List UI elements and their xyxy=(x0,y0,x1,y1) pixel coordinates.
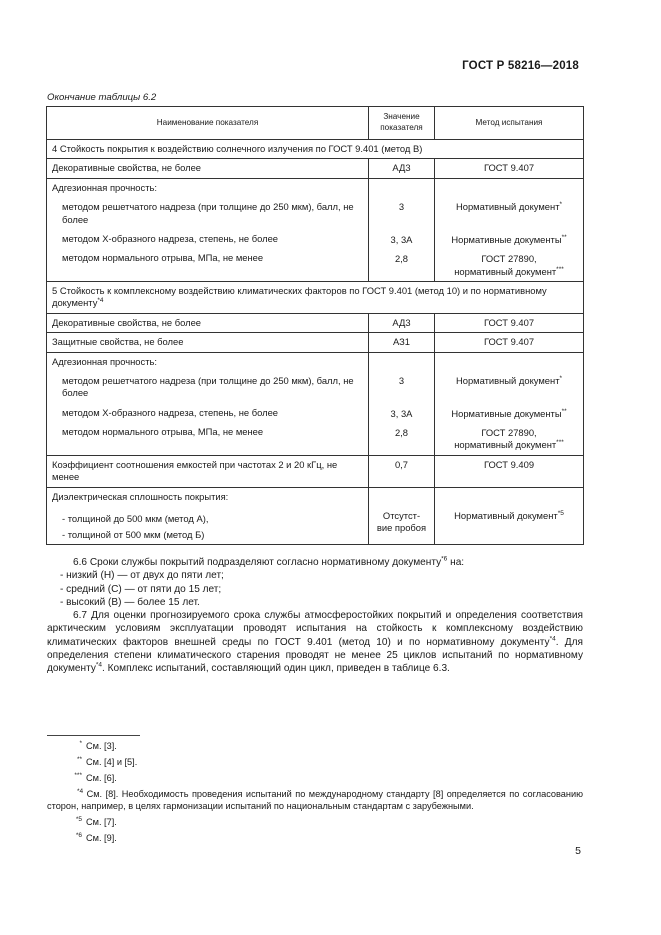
column-header: Метод испытания xyxy=(435,107,584,140)
adhesion-value-2: 3, 3А xyxy=(390,407,413,419)
table-row xyxy=(47,282,584,314)
body-text xyxy=(47,556,583,676)
footnote-mark: *5 xyxy=(557,509,564,517)
footnote-mark: *** xyxy=(556,439,564,447)
adhesion-method-1: методом решетчатого надреза (при толщине до 250 мкм), балл, не более xyxy=(62,201,354,225)
footnote-text: См. [7]. xyxy=(86,817,117,827)
text-run: . Комплекс испытаний, составляющий один цикл, приведен в таблице 6.3. xyxy=(102,663,450,675)
method-label: Нормативный документ xyxy=(455,200,560,212)
footnote-marker: *6 xyxy=(75,832,82,839)
footnote-mark: *6 xyxy=(441,555,448,563)
cell-name xyxy=(47,352,369,455)
cell-value xyxy=(369,178,435,281)
text-run: . Для определения степени климатического старения проводят не менее 25 циклов испытаний по нормативному документу xyxy=(47,636,583,675)
cell-name: Декоративные свойства, не более xyxy=(47,159,369,178)
footnote-mark: *** xyxy=(556,265,564,273)
text-run: 6.7 Для оценки прогнозируемого срока службы атмосферостойких покрытий и определения соответствия арктическим условиям эксплуатации проводят испытания на стойкость к комплексному воздействию климатических факторов внешней среды по ГОСТ 9.401 (метод 10) и по нормативному документу xyxy=(47,610,583,648)
footnote xyxy=(47,772,583,784)
method-label: нормативный документ xyxy=(454,265,557,277)
page-number: 5 xyxy=(575,845,581,857)
table-row xyxy=(47,159,584,178)
cell-value xyxy=(369,352,435,455)
specification-table xyxy=(46,106,584,545)
section-title-text: 5 Стойкость к комплексному воздействию климатических факторов по ГОСТ 9.401 (метод 10) и по нормативному документу xyxy=(52,285,547,309)
footnote-marker: ** xyxy=(76,756,82,763)
cell-value xyxy=(369,487,435,544)
adhesion-method-3: методом нормального отрыва, МПа, не менее xyxy=(62,426,264,438)
footnote-text: См. [6]. xyxy=(86,773,117,783)
column-header: Наименование показателя xyxy=(47,107,369,140)
footnote-mark: *4 xyxy=(95,662,103,670)
cell-method xyxy=(435,178,584,281)
cell-name xyxy=(47,487,369,544)
cell-method xyxy=(435,352,584,455)
footnote-text: См. [3]. xyxy=(86,741,117,751)
document-code: ГОСТ Р 58216—2018 xyxy=(462,60,579,72)
table-row xyxy=(47,352,584,455)
table-header-row xyxy=(47,107,584,140)
text-run: на: xyxy=(447,557,465,568)
cell-name: Коэффициент соотношения емкостей при частотах 2 и 20 кГц, не менее xyxy=(47,455,369,487)
paragraph-6-6 xyxy=(47,556,583,569)
cell-method xyxy=(435,487,584,544)
footnote xyxy=(47,788,583,812)
footnote-marker: * xyxy=(79,740,82,747)
cell-value: АЗ1 xyxy=(369,333,435,352)
adhesion-title: Адгезионная прочность: xyxy=(52,181,157,193)
method-label: Нормативный документ xyxy=(455,374,560,386)
footnote xyxy=(47,832,583,844)
footnote-mark: * xyxy=(559,374,563,382)
adhesion-value-3: 2,8 xyxy=(394,427,409,439)
footnote xyxy=(47,816,583,828)
dielectric-value: вие пробоя xyxy=(376,522,427,534)
method-label: Нормативные документы xyxy=(451,407,562,419)
method-label: ГОСТ 27890, xyxy=(481,427,537,439)
table-row xyxy=(47,333,584,352)
footnote xyxy=(47,756,583,768)
adhesion-value-2: 3, 3А xyxy=(390,233,413,245)
method-label: нормативный документ xyxy=(454,439,557,451)
dielectric-item: - толщиной от 500 мкм (метод Б) xyxy=(62,528,205,540)
method-label: Нормативные документы xyxy=(451,233,562,245)
cell-name: Декоративные свойства, не более xyxy=(47,313,369,332)
table-row xyxy=(47,487,584,544)
dielectric-item: - толщиной до 500 мкм (метод А), xyxy=(62,513,209,525)
cell-name: Защитные свойства, не более xyxy=(47,333,369,352)
cell-method: ГОСТ 9.407 xyxy=(435,313,584,332)
adhesion-title: Адгезионная прочность: xyxy=(52,355,157,367)
adhesion-value-1: 3 xyxy=(398,374,405,386)
footnote-marker: *4 xyxy=(77,787,84,795)
adhesion-value-3: 2,8 xyxy=(394,253,409,265)
dielectric-title: Диэлектрическая сплошность покрытия: xyxy=(52,490,229,502)
table-row xyxy=(47,140,584,159)
column-header: Значение показателя xyxy=(369,107,435,140)
cell-value: 0,7 xyxy=(369,455,435,487)
list-item: - низкий (Н) — от двух до пяти лет; xyxy=(60,570,224,582)
footnote-text: См. [4] и [5]. xyxy=(86,757,138,767)
dielectric-value: Отсутст- xyxy=(382,509,421,521)
table-row xyxy=(47,313,584,332)
list-item: - высокий (В) — более 15 лет. xyxy=(60,596,200,608)
cell-value: АД3 xyxy=(369,313,435,332)
adhesion-value-1: 3 xyxy=(398,200,405,212)
footnote-mark: *4 xyxy=(97,297,104,305)
footnote-mark: *4 xyxy=(549,635,556,643)
table-caption: Окончание таблицы 6.2 xyxy=(47,92,157,103)
cell-value: АД3 xyxy=(369,159,435,178)
section-title: 4 Стойкость покрытия к воздействию солнечного излучения по ГОСТ 9.401 (метод В) xyxy=(47,140,584,159)
footnote-mark: ** xyxy=(561,233,567,241)
adhesion-method-1: методом решетчатого надреза (при толщине до 250 мкм), балл, не более xyxy=(62,375,354,399)
table-row xyxy=(47,178,584,281)
adhesion-method-2: методом Х-образного надреза, степень, не более xyxy=(62,233,279,245)
footnote-mark: ** xyxy=(561,407,567,415)
method-label: ГОСТ 27890, xyxy=(481,253,537,265)
footnote-marker: *5 xyxy=(75,816,82,823)
footnote-text: См. [9]. xyxy=(86,833,117,843)
cell-method: ГОСТ 9.407 xyxy=(435,159,584,178)
footnote-mark: * xyxy=(559,200,563,208)
footnote-divider xyxy=(47,735,140,736)
footnotes xyxy=(47,740,583,848)
section-title xyxy=(47,282,584,314)
method-label: Нормативный документ xyxy=(454,509,558,521)
footnote xyxy=(47,740,583,752)
text-run: 6.6 Сроки службы покрытий подразделяют согласно нормативному документу xyxy=(73,557,442,568)
adhesion-method-2: методом Х-образного надреза, степень, не более xyxy=(62,406,279,418)
table-row xyxy=(47,455,584,487)
cell-method: ГОСТ 9.409 xyxy=(435,455,584,487)
cell-name xyxy=(47,178,369,281)
adhesion-method-3: методом нормального отрыва, МПа, не менее xyxy=(62,252,264,264)
cell-method: ГОСТ 9.407 xyxy=(435,333,584,352)
paragraph-6-7 xyxy=(47,609,583,675)
footnote-text: См. [8]. Необходимость проведения испытаний по международному стандарту [8] определяется по согласованию сторон, например, в целях гармонизации испытаний по национальным стандартам с зарубежными. xyxy=(47,789,583,811)
footnote-marker: *** xyxy=(74,772,82,779)
list-item: - средний (С) — от пяти до 15 лет; xyxy=(60,583,222,595)
